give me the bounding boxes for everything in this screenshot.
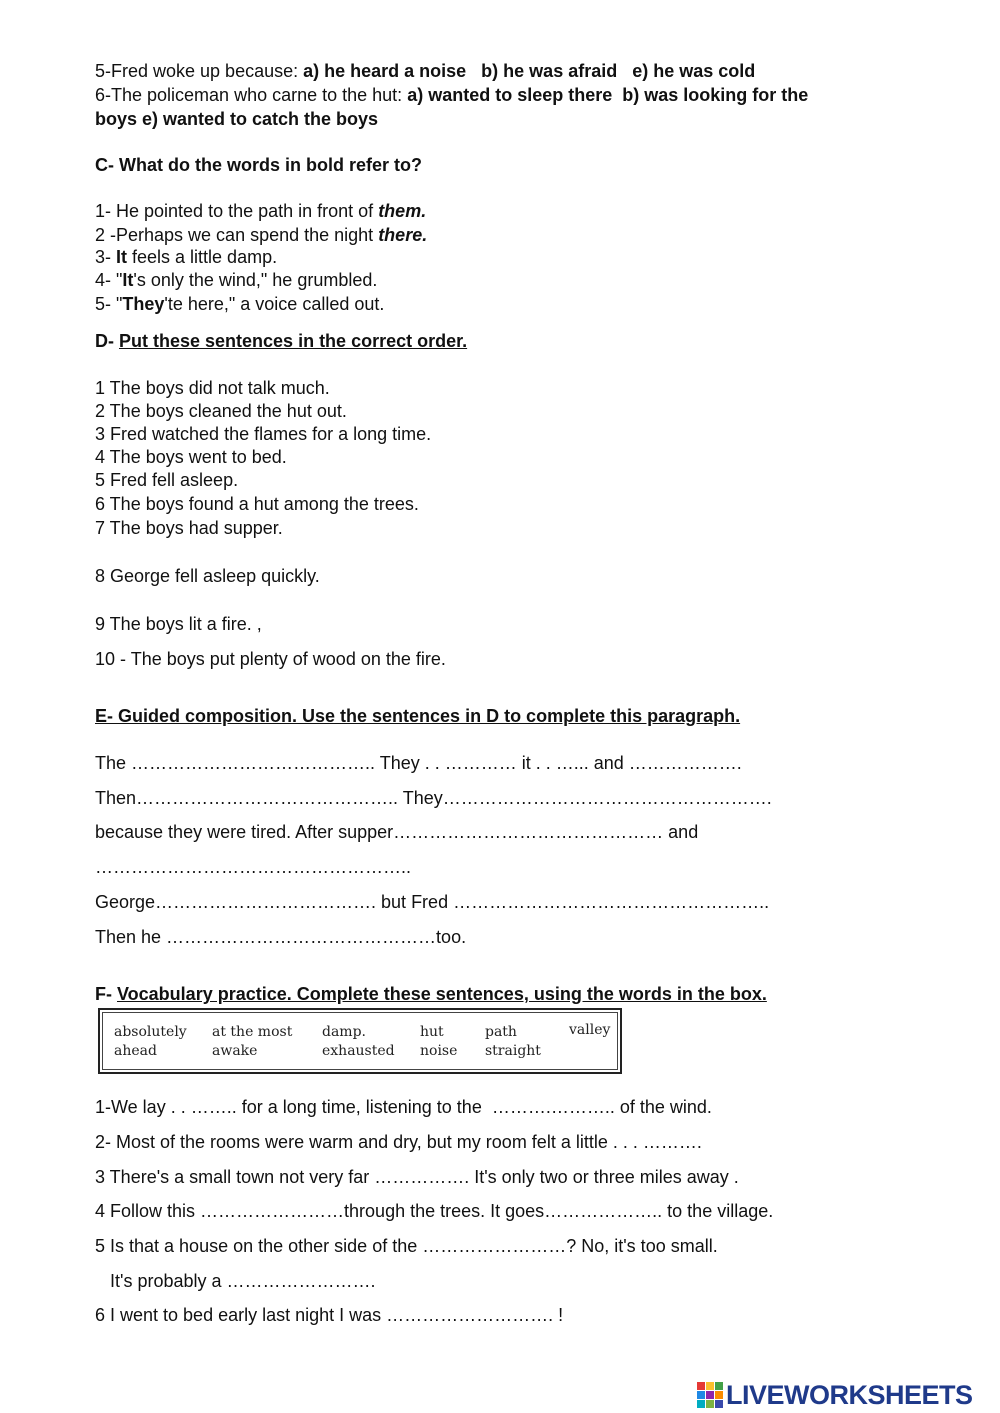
section-c-item-3: 3- It feels a little damp. [95, 247, 278, 267]
section-d-item-6: 6 The boys found a hut among the trees. [95, 494, 419, 514]
word-absolutely: absolutely [114, 1024, 187, 1040]
section-d-item-9: 9 The boys lit a fire. , [95, 614, 262, 634]
composition-line-6[interactable]: Then he ………………………………………too. [95, 927, 467, 947]
question-5: 5-Fred woke up because: a) he heard a noise b) he was afraid e) he was cold [95, 61, 756, 81]
section-d-item-5: 5 Fred fell asleep. [95, 470, 239, 490]
section-c-item-4: 4- "It's only the wind," he grumbled. [95, 270, 378, 290]
section-c-item-5: 5- "They'te here," a voice called out. [95, 294, 385, 314]
section-c-heading: C- What do the words in bold refer to? [95, 155, 422, 175]
logo-square [715, 1391, 723, 1399]
vocab-sentence-6[interactable]: 6 I went to bed early last night I was ………………………. ! [95, 1305, 564, 1325]
logo-square [715, 1400, 723, 1408]
section-d-item-2: 2 The boys cleaned the hut out. [95, 401, 347, 421]
word-awake: awake [212, 1043, 258, 1059]
section-c-item-1: 1- He pointed to the path in front of them. [95, 201, 427, 221]
logo-mark-icon [697, 1382, 723, 1408]
section-e-heading: E- Guided composition. Use the sentences in D to complete this paragraph. [95, 706, 741, 726]
section-f-heading: F- Vocabulary practice. Complete these sentences, using the words in the box. [95, 984, 767, 1004]
liveworksheets-logo [697, 1378, 973, 1412]
section-c-item-2: 2 -Perhaps we can spend the night there. [95, 225, 428, 245]
section-d-item-8: 8 George fell asleep quickly. [95, 566, 320, 586]
word-noise: noise [420, 1043, 458, 1059]
section-d-item-7: 7 The boys had supper. [95, 518, 283, 538]
word-at-the-most: at the most [212, 1024, 293, 1040]
composition-line-3[interactable]: because they were tired. After supper……………………………………… and [95, 822, 699, 842]
composition-line-2[interactable]: Then…………………………………….. They………………………………………………. [95, 788, 772, 808]
vocab-sentence-1[interactable]: 1-We lay . . …….. for a long time, listening to the ……….……….. of the wind. [95, 1097, 712, 1117]
word-path: path [485, 1024, 517, 1040]
vocab-sentence-2[interactable]: 2- Most of the rooms were warm and dry, but my room felt a little . . . ………. [95, 1132, 702, 1152]
composition-line-1[interactable]: The ………………………………….. They . . ………… it . . …... and ………………. [95, 753, 742, 773]
vocab-sentence-4[interactable]: 4 Follow this ……………………through the trees. It goes……………….. to the village. [95, 1201, 774, 1221]
section-d-item-4: 4 The boys went to bed. [95, 447, 287, 467]
composition-line-5[interactable]: George………………………………. but Fred …………………………………………….. [95, 892, 770, 912]
logo-square [715, 1382, 723, 1390]
section-d-item-1: 1 The boys did not talk much. [95, 378, 330, 398]
logo-square [706, 1391, 714, 1399]
vocab-sentence-3[interactable]: 3 There's a small town not very far ……………. It's only two or three miles away . [95, 1167, 739, 1187]
section-d-heading: D- Put these sentences in the correct order. [95, 331, 468, 351]
vocab-sentence-5[interactable]: 5 Is that a house on the other side of the ……………………? No, it's too small. [95, 1236, 718, 1256]
composition-line-4[interactable]: …………………………………………….. [95, 857, 412, 877]
word-hut: hut [420, 1024, 444, 1040]
word-straight: straight [485, 1043, 541, 1059]
logo-square [706, 1400, 714, 1408]
question-6: 6-The policeman who carne to the hut: a) wanted to sleep there b) was looking for the [95, 85, 809, 105]
logo-square [697, 1391, 705, 1399]
logo-text: LIVEWORKSHEETS [726, 1379, 973, 1410]
logo-square [697, 1382, 705, 1390]
section-d-item-10: 10 - The boys put plenty of wood on the fire. [95, 649, 446, 669]
question-5-options: a) he heard a noise b) he was afraid e) he was cold [303, 61, 756, 81]
word-ahead: ahead [114, 1043, 157, 1059]
word-damp: damp. [322, 1024, 366, 1040]
word-box [98, 1008, 622, 1074]
logo-square [706, 1382, 714, 1390]
question-6-options: a) wanted to sleep there b) was looking for the [407, 85, 809, 105]
section-d-item-3: 3 Fred watched the flames for a long time. [95, 424, 432, 444]
word-exhausted: exhausted [322, 1043, 395, 1059]
vocab-sentence-5-cont[interactable]: It's probably a ……………………. [95, 1271, 376, 1291]
question-6-options-cont: boys e) wanted to catch the boys [95, 109, 379, 129]
logo-square [697, 1400, 705, 1408]
word-valley: valley [569, 1022, 611, 1038]
